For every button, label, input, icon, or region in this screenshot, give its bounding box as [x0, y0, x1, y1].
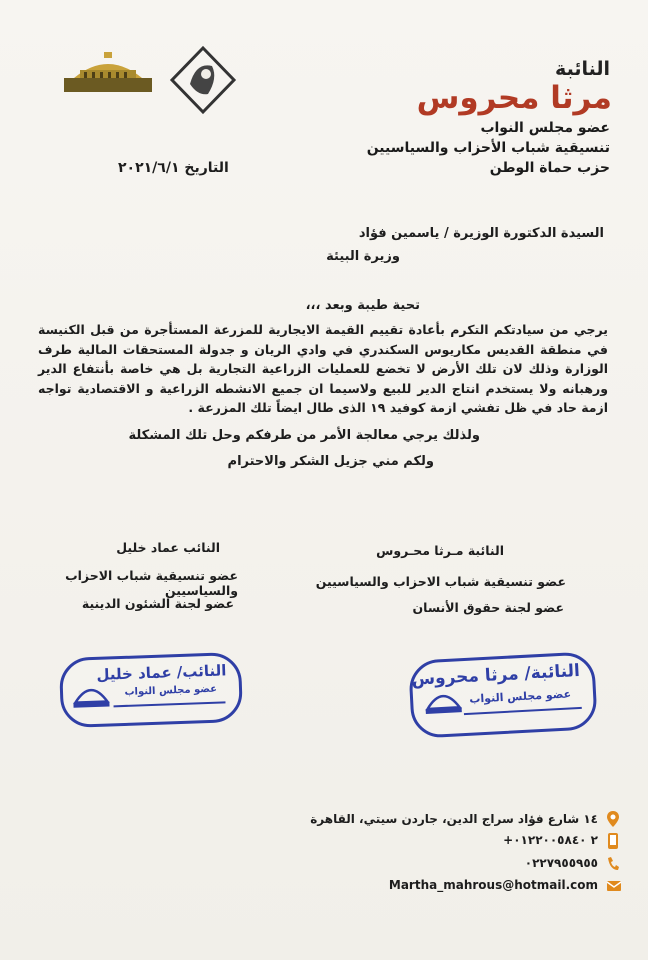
mobile-phone-icon	[606, 832, 620, 854]
footer-email[interactable]: Martha_mahrous@hotmail.com	[388, 878, 598, 892]
letter-body: يرجي من سيادتكم التكرم بأعادة تقييم القيمة الايجارية للمزرعة المستأجرة من قبل الكنيسة في منطقة القديس مكاريوس السكندري في وادي الريان و جدولة المستحقات المالية طرف الوزارة وذلك لان تلك الأرض لا تخضع للعمليات الزراعية التجارية بل هي خاصة بأنتفاع الدير ورهبانه ولا يستخدم انتاج الدير للبيع ولاسيما ان جميع الانشطه الزراعية و الاقتصادية تواجه ازمة حاد في ظل تفشي ازمة كوفيد ١٩ الذى طال ايضاً تلك المزرعة .	[38, 322, 608, 415]
header-title: النائبة	[555, 58, 610, 80]
closing-line-2: ولكم مني جزيل الشكر والاحترام	[227, 454, 434, 469]
signature-right-role-1: عضو تنسيقية شباب الاحزاب والسياسيين	[315, 574, 566, 589]
email-icon	[606, 878, 622, 897]
telephone-icon	[606, 856, 620, 876]
footer-address: ١٤ شارع فؤاد سراج الدين، جاردن سيتي، القاهرة	[310, 812, 598, 826]
stamp-right-sub: عضو مجلس النواب	[469, 687, 572, 706]
location-pin-icon	[606, 810, 620, 832]
stamp-left-rule	[114, 701, 226, 707]
signature-left-role-2: عضو لجنة الشئون الدينية	[81, 596, 234, 611]
footer-mobile: +٢ ٠١٢٢٠٠٥٨٤٠	[503, 833, 598, 847]
signature-right-name: النائبة مـرثا محـروس	[376, 543, 504, 558]
footer-phone: ٠٢٢٧٩٥٥٩٥٥	[524, 856, 598, 870]
letter-date: التاريخ ٢٠٢١/٦/١	[118, 160, 229, 176]
party-logo	[168, 44, 238, 116]
signature-right-role-2: عضو لجنة حقوق الأنسان	[412, 600, 564, 615]
header-line-2: تنسيقية شباب الأحزاب والسياسيين	[366, 140, 610, 156]
stamp-right-title: النائبة/ مرثا محروس	[411, 660, 581, 690]
header-name: مرثا محروس	[416, 80, 612, 116]
stamp-right	[408, 651, 598, 739]
recipient-line-1: السيدة الدكتورة الوزيرة / ياسمين فؤاد	[358, 226, 604, 241]
parliament-logo	[60, 48, 156, 98]
recipient-line-2: وزيرة البيئة	[326, 249, 400, 264]
closing-line-1: ولذلك يرجي معالجة الأمر من طرفكم وحل تلك المشكلة	[128, 428, 480, 443]
header-line-1: عضو مجلس النواب	[480, 120, 610, 136]
stamp-left-title: النائب/ عماد خليل	[96, 661, 227, 684]
signature-left-role-1: عضو تنسيقية شباب الاحزاب والسياسيين	[65, 568, 238, 598]
greeting: تحية طيبة وبعد ،،،	[305, 298, 420, 313]
signature-left-name: النائب عماد خليل	[116, 540, 220, 555]
stamp-left	[59, 652, 243, 728]
stamp-right-rule	[464, 707, 582, 715]
stamp-left-sub: عضو مجلس النواب	[124, 683, 218, 698]
header-line-3: حزب حماة الوطن	[489, 160, 610, 176]
